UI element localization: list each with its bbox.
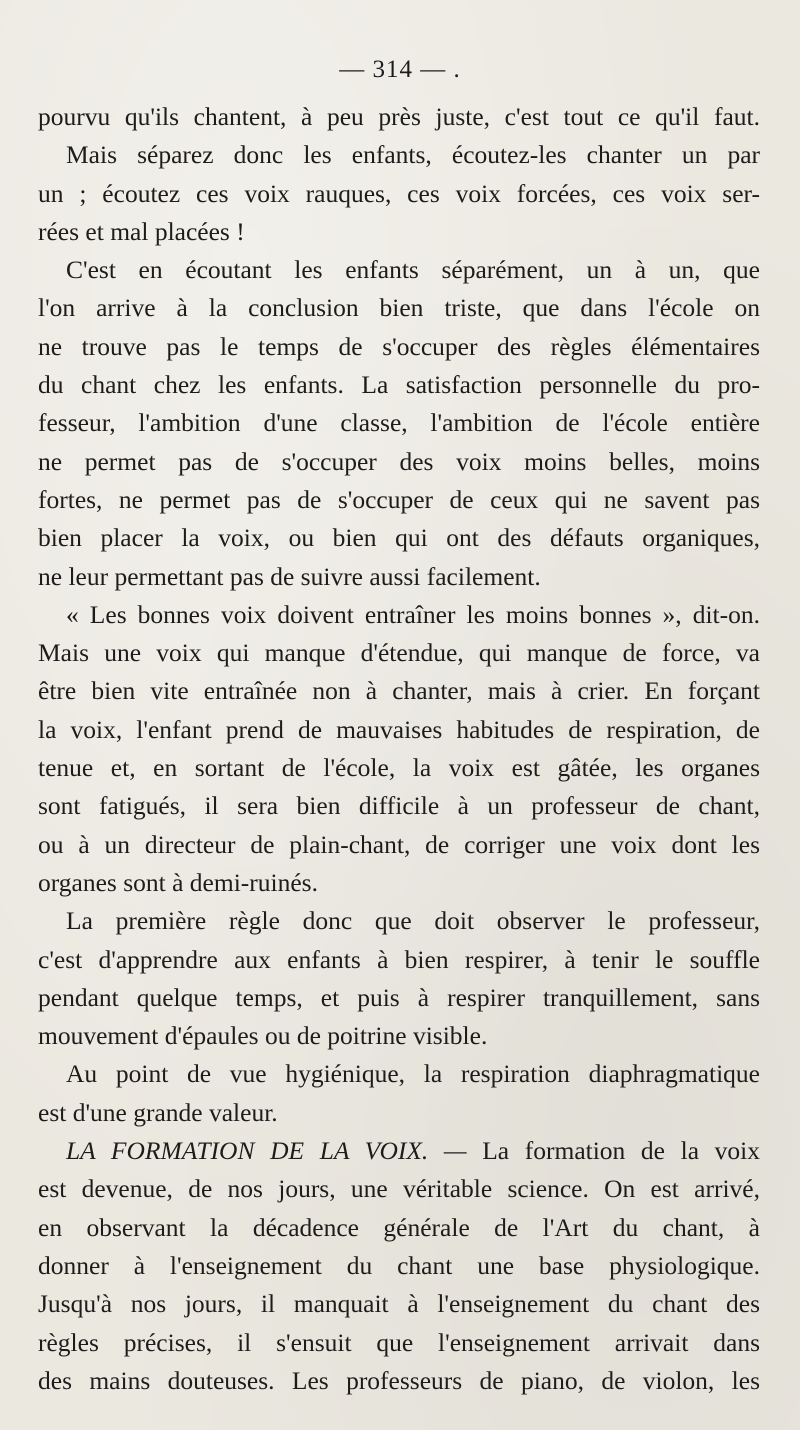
text-line: l'on arrive à la conclusion bien triste, que dans l'école on <box>38 293 760 323</box>
text-line: tenue et, en sortant de l'école, la voix est gâtée, les organes <box>38 753 760 783</box>
text-line: donner à l'enseignement du chant une base physiologique. <box>38 1250 760 1280</box>
text-line: être bien vite entraînée non à chanter, mais à crier. En forçant <box>38 676 760 706</box>
section-heading: LA FORMATION DE LA VOIX. — <box>66 1136 467 1166</box>
text-line: du chant chez les enfants. La satisfaction personnelle du pro- <box>38 370 760 400</box>
text-line: en observant la décadence générale de l'Art du chant, à <box>38 1212 760 1242</box>
text-line: Au point de vue hygiénique, la respiration diaphragmatique <box>66 1059 760 1089</box>
text-line: ou à un directeur de plain-chant, de corriger une voix dont les <box>38 829 760 859</box>
text-line: pendant quelque temps, et puis à respirer tranquillement, sans <box>38 982 760 1012</box>
text-line: c'est d'apprendre aux enfants à bien respirer, à tenir le souffle <box>38 944 760 974</box>
text-line: fortes, ne permet pas de s'occuper de ceux qui ne savent pas <box>38 484 760 514</box>
text-line: règles précises, il s'ensuit que l'enseignement arrivait dans <box>38 1327 760 1357</box>
text-line: mouvement d'épaules ou de poitrine visible. <box>38 1021 488 1051</box>
heading-line <box>38 1132 760 1170</box>
text-line: pourvu qu'ils chantent, à peu près juste, c'est tout ce qu'il faut. <box>38 102 760 131</box>
text-line: des mains douteuses. Les professeurs de piano, de violon, les <box>38 1365 760 1395</box>
text-line: Mais une voix qui manque d'étendue, qui manque de force, va <box>38 638 760 668</box>
text-line: ne trouve pas le temps de s'occuper des règles élémentaires <box>38 331 760 361</box>
text-line: bien placer la voix, ou bien qui ont des défauts organiques, <box>38 523 760 553</box>
text-line: ne leur permettant pas de suivre aussi facilement. <box>38 561 541 591</box>
text-line: Mais séparez donc les enfants, écoutez-les chanter un par <box>66 140 760 170</box>
text-line: est d'une grande valeur. <box>38 1097 278 1127</box>
text-line: rées et mal placées ! <box>38 216 245 246</box>
text-line: est devenue, de nos jours, une véritable science. On est arrivé, <box>38 1174 760 1204</box>
text-line: C'est en écoutant les enfants séparément, un à un, que <box>66 255 760 285</box>
page-number: — 314 — . <box>339 56 461 83</box>
text-line: ne permet pas de s'occuper des voix moins belles, moins <box>38 446 760 476</box>
heading-line-text: La formation de la voix <box>482 1136 760 1166</box>
text-line: Jusqu'à nos jours, il manquait à l'enseignement du chant des <box>38 1289 760 1319</box>
text-line: la voix, l'enfant prend de mauvaises habitudes de respiration, de <box>38 714 760 744</box>
text-line: un ; écoutez ces voix rauques, ces voix forcées, ces voix ser- <box>38 178 760 208</box>
text-line: fesseur, l'ambition d'une classe, l'ambition de l'école entière <box>38 408 760 438</box>
text-line: sont fatigués, il sera bien difficile à un professeur de chant, <box>38 791 760 821</box>
text-line: « Les bonnes voix doivent entraîner les moins bonnes », dit-on. <box>66 599 760 629</box>
text-line: La première règle donc que doit observer le professeur, <box>66 906 760 936</box>
body-text <box>38 98 760 1400</box>
text-line: organes sont à demi-ruinés. <box>38 867 318 897</box>
